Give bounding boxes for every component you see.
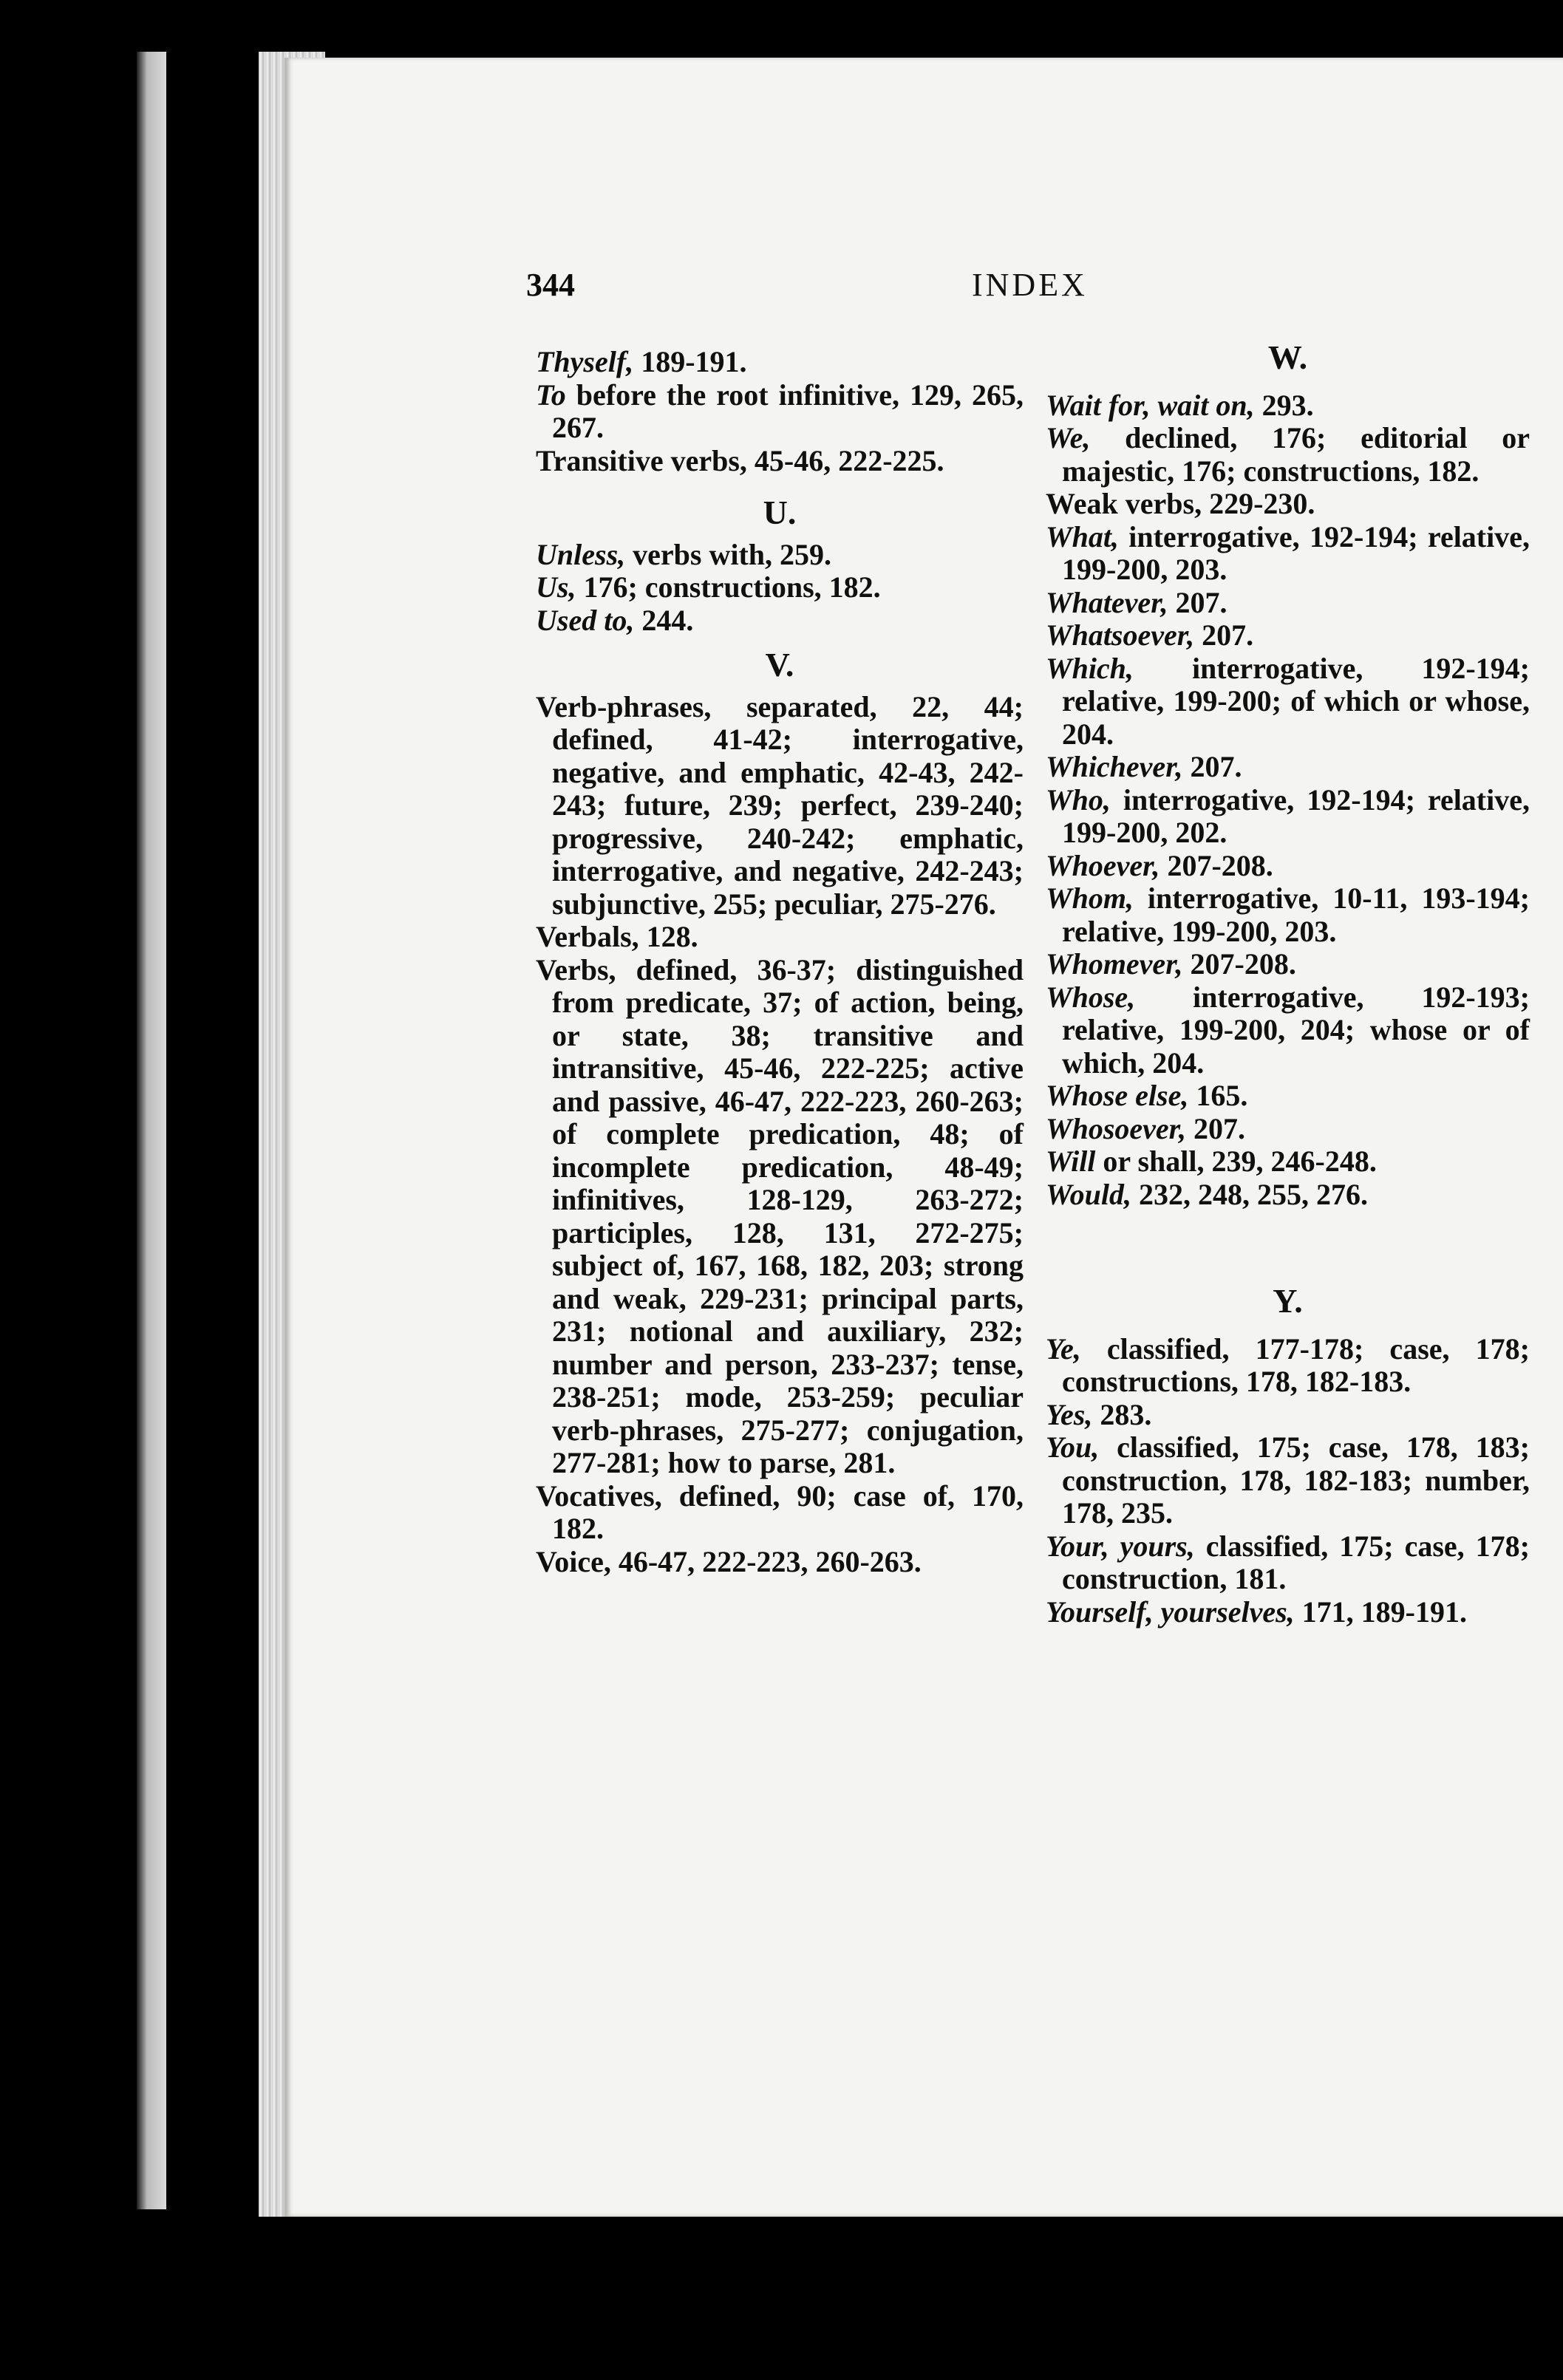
running-head: INDEX — [972, 267, 1088, 303]
index-entry-headword: Yes, — [1046, 1397, 1093, 1431]
index-entry — [1046, 587, 1530, 620]
index-entry — [536, 571, 1024, 604]
index-entry-headword: To — [536, 378, 566, 412]
index-entry — [536, 379, 1024, 445]
section-letter-w: W. — [1267, 338, 1308, 376]
index-entry-references: or shall, 239, 246-248. — [1095, 1145, 1377, 1178]
index-entry-references: Vocatives, defined, 90; case of, 170, 182. — [536, 1479, 1024, 1545]
index-entry-headword: You, — [1046, 1431, 1100, 1464]
index-entry-references: 207. — [1186, 1111, 1245, 1145]
index-entry-headword: Wait for, wait on, — [1046, 388, 1255, 422]
index-entry-headword: Whose, — [1046, 980, 1136, 1014]
index-entry — [1046, 521, 1530, 587]
index-entry — [1046, 1145, 1530, 1179]
index-entry-references: interrogative, 192-194; relative, 199-200, 203. — [1062, 519, 1530, 586]
index-entry-headword: Unless, — [536, 537, 626, 571]
index-entry-headword: Who, — [1046, 782, 1111, 816]
index-entry-references: Weak verbs, 229-230. — [1046, 487, 1315, 520]
index-entry — [1046, 422, 1530, 488]
index-entry — [1046, 619, 1530, 652]
index-entry-headword: Which, — [1046, 651, 1134, 685]
index-entry-headword: Us, — [536, 570, 576, 604]
section-letter-u: U. — [763, 494, 797, 531]
index-entry-references: 207-208. — [1160, 848, 1273, 882]
index-entry — [1046, 1080, 1530, 1113]
index-entry-references: 207. — [1168, 585, 1227, 619]
index-entry — [536, 954, 1024, 1480]
index-entry — [536, 539, 1024, 572]
index-entry — [1046, 1596, 1530, 1629]
index-entry-references: classified, 175; case, 178; construction, 181. — [1062, 1529, 1530, 1595]
u-entries — [536, 539, 1024, 638]
index-entry-references: Transitive verbs, 45-46, 222-225. — [536, 443, 944, 477]
index-entry-references: interrogative, 192-193; relative, 199-200, 204; whose or of which, 204. — [1062, 980, 1530, 1080]
index-entry-references: 171, 189-191. — [1294, 1595, 1467, 1629]
index-entry-references: 232, 248, 255, 276. — [1131, 1177, 1368, 1211]
index-entry-headword: Whosoever, — [1046, 1111, 1186, 1145]
index-entry-references: 189-191. — [633, 345, 747, 378]
index-entry-headword: Whom, — [1046, 882, 1134, 915]
index-entry — [536, 346, 1024, 379]
index-entry-headword: Would, — [1046, 1177, 1131, 1211]
y-entries — [1046, 1333, 1530, 1629]
index-entry — [536, 921, 1024, 954]
index-entry — [536, 445, 1024, 478]
index-entry — [1046, 784, 1530, 850]
index-entry-headword: Will — [1046, 1145, 1096, 1178]
index-entry-references: interrogative, 192-194; relative, 199-200; of which or whose, 204. — [1062, 651, 1530, 751]
index-entry-references: classified, 177-178; case, 178; constructions, 178, 182-183. — [1062, 1331, 1530, 1398]
index-entry — [1046, 1530, 1530, 1596]
index-entry-headword: We, — [1046, 421, 1091, 454]
index-entry — [1046, 1333, 1530, 1399]
index-entry-references: Voice, 46-47, 222-223, 260-263. — [536, 1544, 922, 1578]
index-entry-references: 283. — [1092, 1397, 1152, 1431]
index-entry-references: before the root infinitive, 129, 265, 267. — [552, 378, 1024, 444]
index-entry-headword: What, — [1046, 519, 1119, 553]
index-entry-headword: Thyself, — [536, 345, 634, 378]
index-entry-references: interrogative, 10-11, 193-194; relative, 199-200, 203. — [1062, 882, 1530, 948]
index-entry-references: verbs with, 259. — [625, 537, 832, 571]
index-entry — [536, 604, 1024, 638]
page-number: 344 — [526, 267, 575, 303]
index-entry-references: 207-208. — [1182, 947, 1296, 981]
index-entry — [1046, 1399, 1530, 1432]
index-entry — [1046, 652, 1530, 751]
index-entry-headword: Ye, — [1046, 1331, 1081, 1365]
index-entry — [1046, 488, 1530, 521]
index-entry-references: classified, 175; case, 178, 183; construction, 178, 182-183; number, 178, 235. — [1062, 1431, 1530, 1530]
section-letter-y: Y. — [1273, 1282, 1303, 1320]
index-entry — [1046, 751, 1530, 784]
index-entry — [536, 691, 1024, 921]
index-entry-references: interrogative, 192-194; relative, 199-200, 202. — [1062, 782, 1530, 849]
index-entry — [1046, 1179, 1530, 1212]
index-entry-references: Verb-phrases, separated, 22, 44; defined, 41-42; interrogative, negative, and emphatic, 42-43, 242-243; future, 239; perfect, 239-240; progressive, 240-242; emphatic, interrogative, and negative, 242-243; subjunctive, 255; peculiar, 275-276. — [536, 689, 1024, 921]
scan-dark-edge — [137, 52, 166, 2209]
index-entry-headword: Whose else, — [1046, 1079, 1189, 1112]
index-entry-headword: Whatever, — [1046, 585, 1168, 619]
index-entry-references: 207. — [1194, 618, 1254, 652]
index-entry-headword: Whichever, — [1046, 750, 1183, 783]
right-column — [1046, 338, 1530, 1629]
index-entry — [1046, 948, 1530, 981]
index-entry-references: 176; constructions, 182. — [576, 570, 881, 604]
index-entry-headword: Whoever, — [1046, 848, 1160, 882]
index-entry-references: declined, 176; editorial or majestic, 176; constructions, 182. — [1062, 421, 1530, 488]
left-column — [536, 346, 1024, 1578]
index-entry-references: 244. — [634, 603, 694, 637]
index-entry — [1046, 850, 1530, 883]
index-entry-references: 165. — [1188, 1079, 1248, 1112]
index-entry-references: 207. — [1182, 750, 1242, 783]
index-entry — [1046, 1431, 1530, 1530]
section-letter-v: V. — [765, 646, 794, 683]
index-entry — [1046, 1113, 1530, 1146]
t-entries — [536, 346, 1024, 477]
index-entry-headword: Used to, — [536, 603, 635, 637]
index-entry-headword: Whatsoever, — [1046, 618, 1195, 652]
index-entry-references: 293. — [1254, 388, 1314, 422]
w-entries — [1046, 389, 1530, 1212]
v-entries — [536, 691, 1024, 1579]
index-entry-references: Verbals, 128. — [536, 920, 698, 953]
index-entry-headword: Yourself, yourselves, — [1046, 1595, 1295, 1629]
index-entry — [536, 1546, 1024, 1579]
index-entry — [536, 1480, 1024, 1546]
index-entry — [1046, 389, 1530, 423]
index-entry — [1046, 981, 1530, 1080]
index-entry — [1046, 882, 1530, 948]
index-entry-headword: Whomever, — [1046, 947, 1183, 981]
index-entry-references: Verbs, defined, 36-37; distinguished from predicate, 37; of action, being, or state, 38; transitive and intransitive, 45-46, 222-225; active and passive, 46-47, 222-223, 260-263; of complete predication, 48; of incomplete predication, 48-49; infinitives, 128-129, 263-272; participles, 128, 131, 272-275; subject of, 167, 168, 182, 203; strong and weak, 229-231; principal parts, 231; notional and auxiliary, 232; number and person, 233-237; tense, 238-251; mode, 253-259; peculiar verb-phrases, 275-277; conjugation, 277-281; how to parse, 281. — [536, 952, 1024, 1479]
index-entry-headword: Your, yours, — [1046, 1529, 1195, 1563]
